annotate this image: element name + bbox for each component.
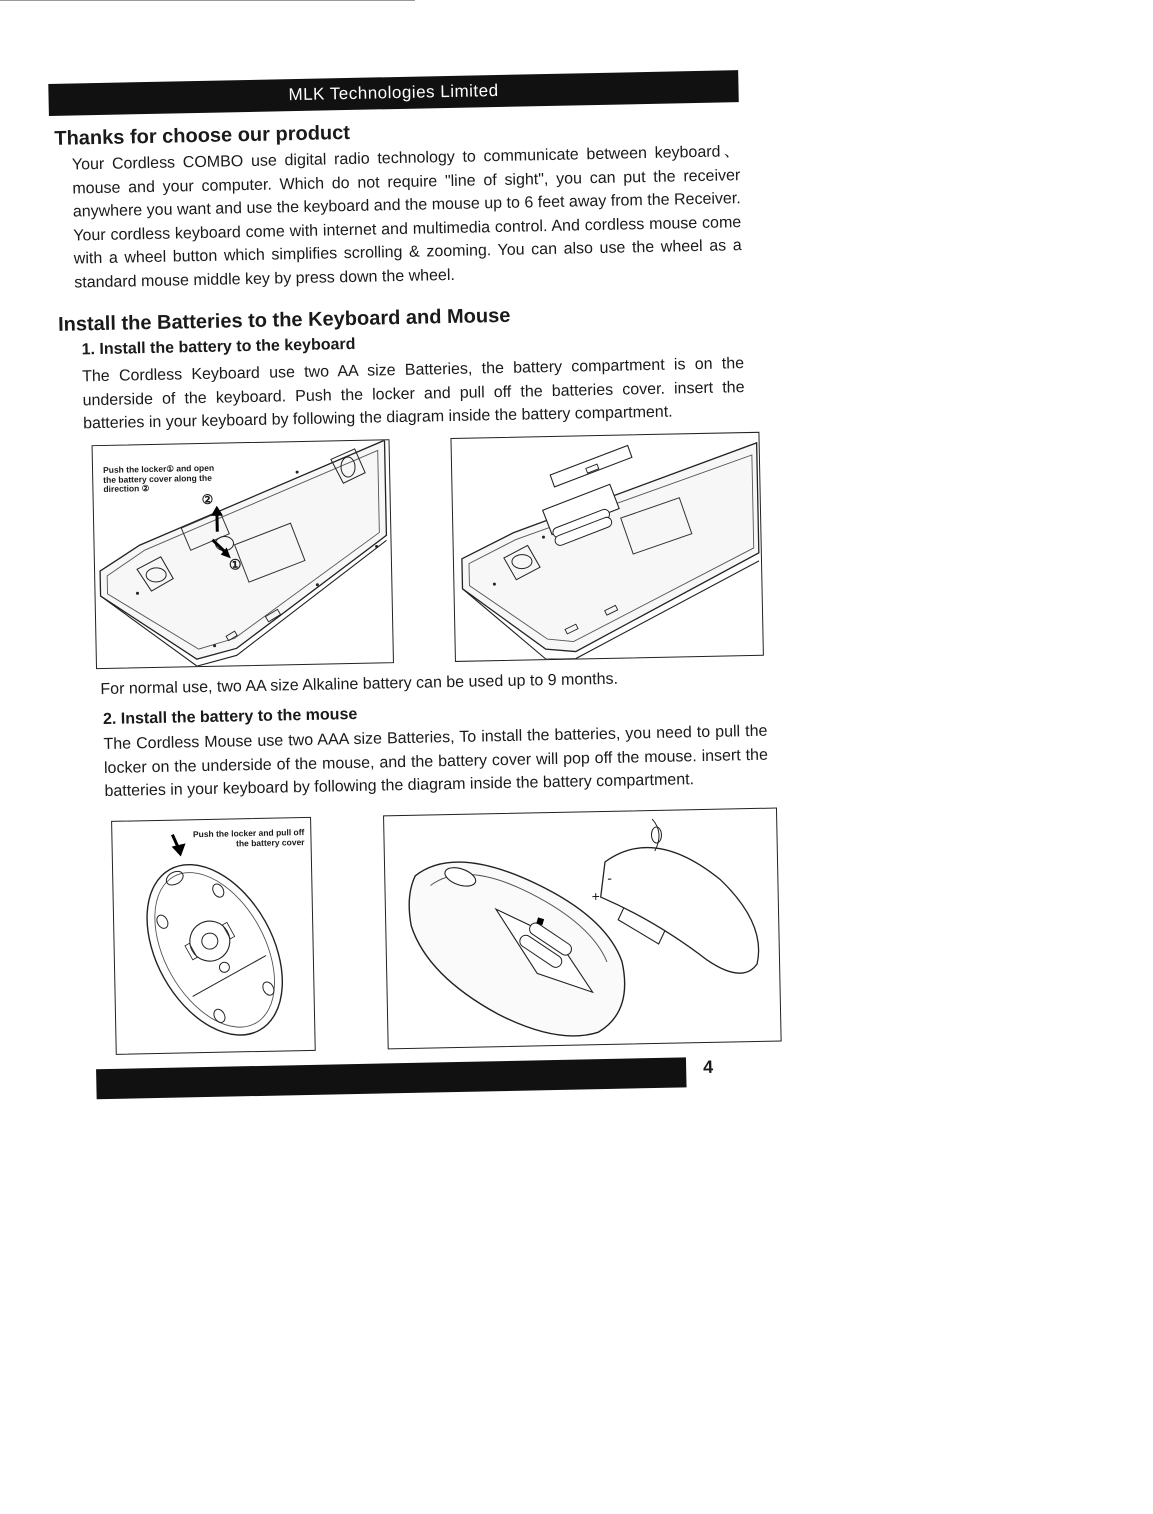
battery-plus-label: + [591, 888, 601, 905]
keyboard-callout-text: Push the locker① and open the battery cover along the direction ② [102, 462, 215, 494]
keyboard-compartment-figure [450, 432, 763, 662]
keyboard-battery-note: For normal use, two AA size Alkaline battery can be used up to 9 months. [100, 670, 619, 699]
keyboard-paragraph: The Cordless Keyboard use two AA size Batteries, the battery compartment is on the underside of the keyboard. Push the locker and pull off the batteries cover. insert the batteries in your keyboard by following the diagram inside the battery compartment. [81, 355, 745, 433]
intro-title: Thanks for choose our product [54, 121, 351, 150]
mouse-callout-text: Push the locker and pull off the battery cover [192, 827, 305, 848]
mouse-underside-drawing [112, 818, 315, 1054]
mouse-compartment-figure [383, 808, 782, 1050]
keyboard-compartment-drawing [451, 433, 762, 661]
footer-bar [96, 1057, 686, 1099]
marker-2-label: ② [201, 491, 214, 508]
company-header-bar [48, 70, 739, 116]
keyboard-underside-figure [92, 439, 394, 669]
mouse-underside-figure [111, 817, 316, 1055]
mouse-compartment-drawing [384, 809, 781, 1049]
intro-paragraph: Your Cordless COMBO use digital radio technology to communicate between keyboard、mouse and your computer. Which do not require "line of sight", you can put the receiver anywhere you want and use the keyboard and the mouse up to 6 feet away from the Receiver. Your cordless keyboard come with internet and multimedia control. And cordless mouse come with a wheel button which simplifies scrolling & zooming. You can also use the wheel as a standard mouse middle key by press down the wheel. [71, 143, 742, 292]
company-name: MLK Technologies Limited [288, 80, 499, 105]
page-number: 4 [702, 1056, 714, 1078]
keyboard-section-heading: 1. Install the battery to the keyboard [81, 335, 356, 359]
battery-minus-label: - [607, 869, 613, 886]
scan-edge-line [0, 0, 415, 1]
mouse-section-heading: 2. Install the battery to the mouse [102, 705, 358, 729]
marker-1-label: ① [228, 556, 242, 573]
mouse-paragraph: The Cordless Mouse use two AAA size Batteries, To install the batteries, you need to pull the locker on the underside of the mouse, and the battery cover will pop off the mouse. insert the batteries in your keyboard by following the diagram inside the battery compartment. [103, 722, 769, 801]
install-title: Install the Batteries to the Keyboard and Mouse [57, 304, 511, 336]
manual-page [48, 55, 799, 1099]
